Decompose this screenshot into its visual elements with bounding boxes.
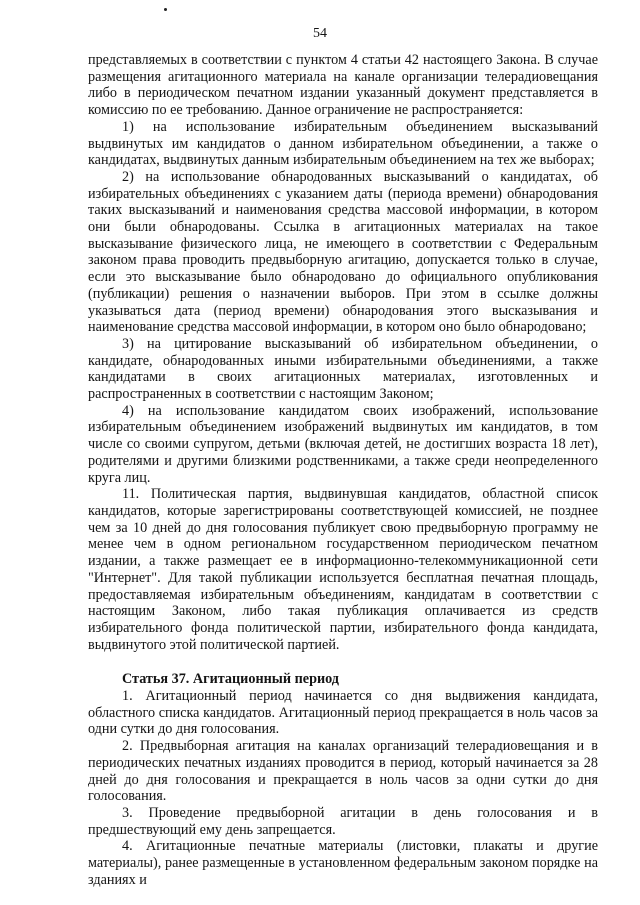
scan-speck (164, 8, 167, 11)
article-paragraph-2: 2. Предвыборная агитация на каналах организаций телерадиовещания и в периодических печатных изданиях проводится в период, который начинается за 28 дней до дня голосования и прекращается в ноль часов за одни сутки до дня голосования. (88, 738, 598, 805)
paragraph-clause-11: 11. Политическая партия, выдвинувшая кандидатов, областной список кандидатов, которые зарегистрированы соответствующей комиссией, не позднее чем за 10 дней до дня голосования публикует свою предвыборную программу не менее чем в одном региональном государственном периодическом печатном издании, а также размещает ее в информационно-телекоммуникационной сети "Интернет". Для такой публикации используется бесплатная печатная площадь, предоставляемая избирательным объединениям, кандидатам в соответствии с настоящим Законом, либо такая публикация оплачивается из средств избирательного фонда политической партии, избирательного фонда кандидата, выдвинутого этой политической партией. (88, 486, 598, 653)
article-paragraph-1: 1. Агитационный период начинается со дня выдвижения кандидата, областного списка кандидатов. Агитационный период прекращается в ноль часов за одни сутки до дня голосования. (88, 688, 598, 738)
paragraph-item-4: 4) на использование кандидатом своих изображений, использование избирательным объединением изображений выдвинутых им кандидатов, в том числе со своими супругом, детьми (включая детей, не достигших возраста 18 лет), родителями и другими близкими родственниками, а также среди неопределенного круга лиц. (88, 402, 598, 486)
page-number: 54 (313, 26, 327, 41)
paragraph-item-3: 3) на цитирование высказываний об избирательном объединении, о кандидате, обнародованных иными избирательными объединениями, а также кандидатами в своих агитационных материалах, изготовленных и распространенных в соответствии с настоящим Законом; (88, 335, 598, 403)
paragraph-continuation: представляемых в соответствии с пунктом 4 статьи 42 настоящего Закона. В случае размещения агитационного материала на канале организации телерадиовещания либо в периодическом печатном издании указанный документ представляется в комиссию по ее требованию. Данное ограничение не распространяется: (88, 52, 598, 119)
article-paragraph-3: 3. Проведение предвыборной агитации в день голосования и в предшествующий ему день запрещается. (88, 804, 598, 838)
document-body (88, 52, 598, 888)
paragraph-item-1: 1) на использование избирательным объединением высказываний выдвинутых им кандидатов о данном избирательном объединении, а также о кандидатах, выдвинутых данным избирательным объединением на тех же выборах; (88, 118, 598, 169)
article-heading: Статья 37. Агитационный период (122, 671, 339, 688)
paragraph-item-2: 2) на использование обнародованных высказываний о кандидатах, об избирательных объединениях с указанием даты (периода времени) обнародования таких высказываний и наименования средства массовой информации, в котором они были обнародованы. Ссылка в агитационных материалах на такое высказывание физического лица, не имеющего в соответствии с Федеральным законом права проводить предвыборную агитацию, допускается только в случае, если это высказывание было обнародовано до официального опубликования (публикации) решения о назначении выборов. При этом в ссылке должны указываться дата (период времени) обнародования этого высказывания и наименование средства массовой информации, в котором оно было обнародовано; (88, 168, 598, 336)
article-paragraph-4: 4. Агитационные печатные материалы (листовки, плакаты и другие материалы), ранее размещенные в установленном федеральным законом порядке на зданиях и (88, 838, 598, 888)
